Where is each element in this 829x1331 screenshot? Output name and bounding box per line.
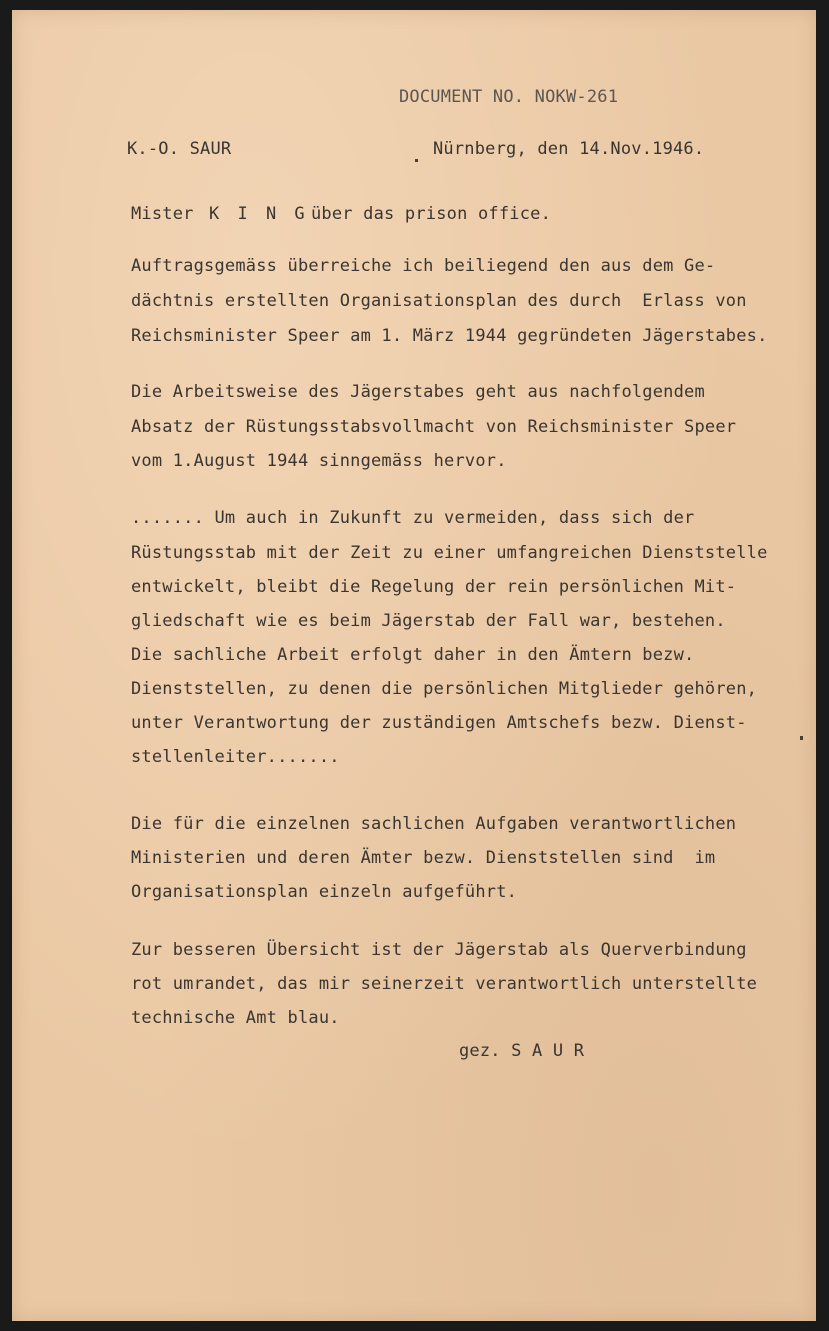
paragraph-3-line-6: Dienststellen, zu denen die persönlichen Mitglieder gehören, <box>131 679 758 699</box>
paragraph-1-line-1: Auftragsgemäss überreiche ich beiliegend den aus dem Ge- <box>131 256 716 276</box>
paragraph-3-line-2: Rüstungsstab mit der Zeit zu einer umfangreichen Dienststelle <box>131 543 768 563</box>
document-number: DOCUMENT NO. NOKW-261 <box>399 87 619 107</box>
paragraph-2-line-2: Absatz der Rüstungsstabsvollmacht von Reichsminister Speer <box>131 417 737 437</box>
paragraph-4-line-2: Ministerien und deren Ämter bezw. Dienststellen sind im <box>131 848 716 868</box>
document-sheet <box>12 10 816 1321</box>
salutation-suffix: über das prison office. <box>311 204 552 224</box>
stray-typewriter-mark <box>415 159 418 162</box>
paragraph-3-line-8: stellenleiter....... <box>131 747 340 767</box>
salutation-prefix: Mister <box>131 204 194 224</box>
paragraph-4-line-1: Die für die einzelnen sachlichen Aufgaben verantwortlichen <box>131 814 737 834</box>
paragraph-3-line-1: ....... Um auch in Zukunft zu vermeiden, dass sich der <box>131 508 695 528</box>
signature: gez. S A U R <box>459 1041 585 1061</box>
sender-name: K.-O. SAUR <box>127 139 232 159</box>
paragraph-1-line-2: dächtnis erstellten Organisationsplan des durch Erlass von <box>131 291 747 311</box>
paragraph-3-line-7: unter Verantwortung der zuständigen Amtschefs bezw. Dienst- <box>131 713 747 733</box>
paragraph-4-line-3: Organisationsplan einzeln aufgeführt. <box>131 882 518 902</box>
paragraph-2-line-1: Die Arbeitsweise des Jägerstabes geht aus nachfolgendem <box>131 382 705 402</box>
paragraph-3-line-3: entwickelt, bleibt die Regelung der rein persönlichen Mit- <box>131 577 737 597</box>
ink-speck <box>800 736 803 740</box>
recipient-name: K I N G <box>209 204 309 224</box>
paragraph-3-line-4: gliedschaft wie es beim Jägerstab der Fall war, bestehen. <box>131 611 726 631</box>
paragraph-5-line-1: Zur besseren Übersicht ist der Jägerstab als Querverbindung <box>131 940 747 960</box>
paragraph-2-line-3: vom 1.August 1944 sinngemäss hervor. <box>131 451 507 471</box>
paragraph-1-line-3: Reichsminister Speer am 1. März 1944 gegründeten Jägerstabes. <box>131 326 768 346</box>
paragraph-5-line-2: rot umrandet, das mir seinerzeit verantwortlich unterstellte <box>131 974 758 994</box>
paragraph-5-line-3: technische Amt blau. <box>131 1008 340 1028</box>
place-date: Nürnberg, den 14.Nov.1946. <box>433 139 705 159</box>
paragraph-3-line-5: Die sachliche Arbeit erfolgt daher in den Ämtern bezw. <box>131 645 695 665</box>
